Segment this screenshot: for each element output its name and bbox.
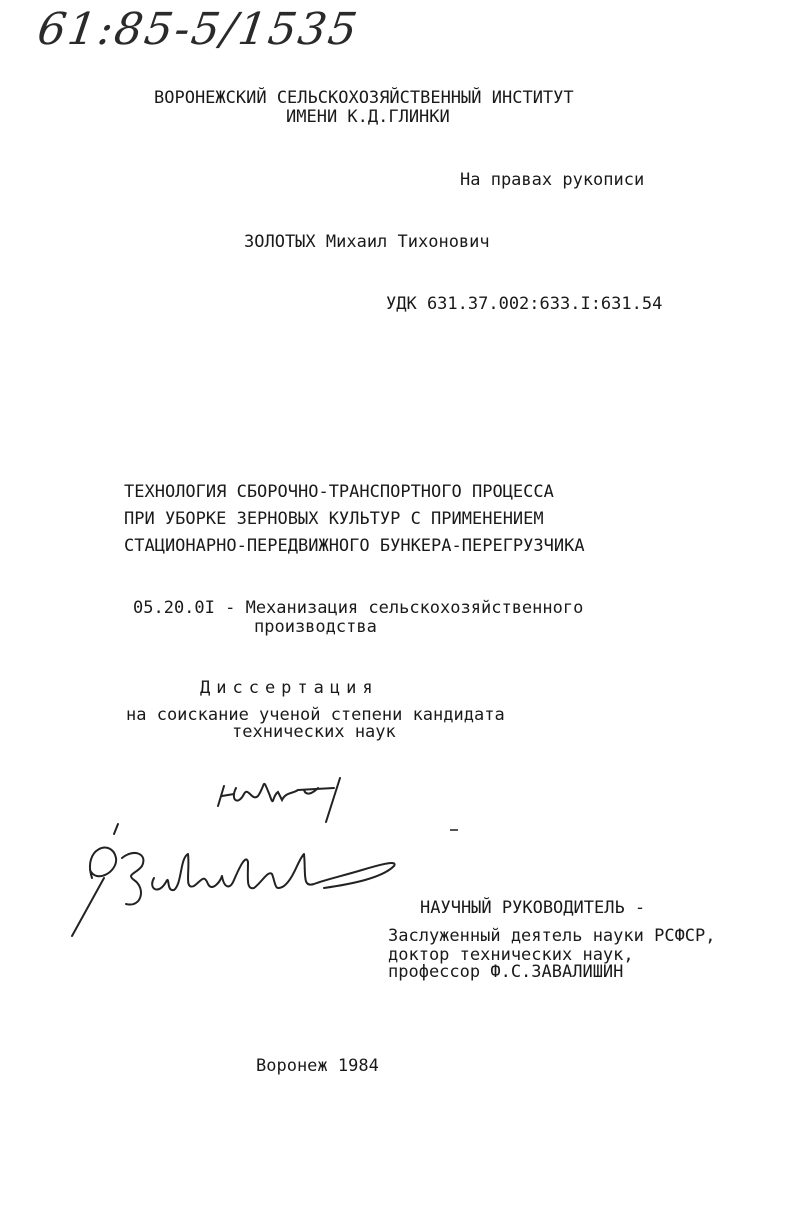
title-line-3: СТАЦИОНАРНО-ПЕРЕДВИЖНОГО БУНКЕРА-ПЕРЕГРУЗЧИКА (124, 536, 585, 556)
stray-mark (450, 829, 458, 831)
supervisor-line-1: Заслуженный деятель науки РСФСР, (388, 926, 716, 946)
dissertation-heading: Диссертация (200, 678, 379, 698)
place-and-year: Воронеж 1984 (256, 1056, 379, 1076)
specialty-line-2: производства (254, 617, 377, 637)
specialty-line-1: 05.20.0I - Механизация сельскохозяйственного (133, 598, 584, 618)
title-line-2: ПРИ УБОРКЕ ЗЕРНОВЫХ КУЛЬТУР С ПРИМЕНЕНИЕМ (124, 509, 544, 529)
manuscript-rights: На правах рукописи (460, 170, 645, 190)
title-line-1: ТЕХНОЛОГИЯ СБОРОЧНО-ТРАНСПОРТНОГО ПРОЦЕССА (124, 482, 554, 502)
supervisor-signature-image (62, 818, 402, 948)
supervisor-role: НАУЧНЫЙ РУКОВОДИТЕЛЬ - (420, 898, 646, 918)
institute-line-2: ИМЕНИ К.Д.ГЛИНКИ (286, 107, 450, 127)
supervisor-line-3: профессор Ф.С.ЗАВАЛИШИН (388, 962, 624, 982)
archive-mark: 61:85-5/1535 (34, 4, 363, 55)
author-name: ЗОЛОТЫХ Михаил Тихонович (244, 232, 490, 252)
institute-line-1: ВОРОНЕЖСКИЙ СЕЛЬСКОХОЗЯЙСТВЕННЫЙ ИНСТИТУТ (154, 88, 574, 108)
dissertation-line-2: технических наук (232, 722, 396, 742)
dissertation-line-1: на соискание ученой степени кандидата (126, 705, 505, 725)
supervisor-line-2: доктор технических наук, (388, 945, 634, 965)
udc-code: УДК 631.37.002:633.I:631.54 (386, 294, 663, 314)
